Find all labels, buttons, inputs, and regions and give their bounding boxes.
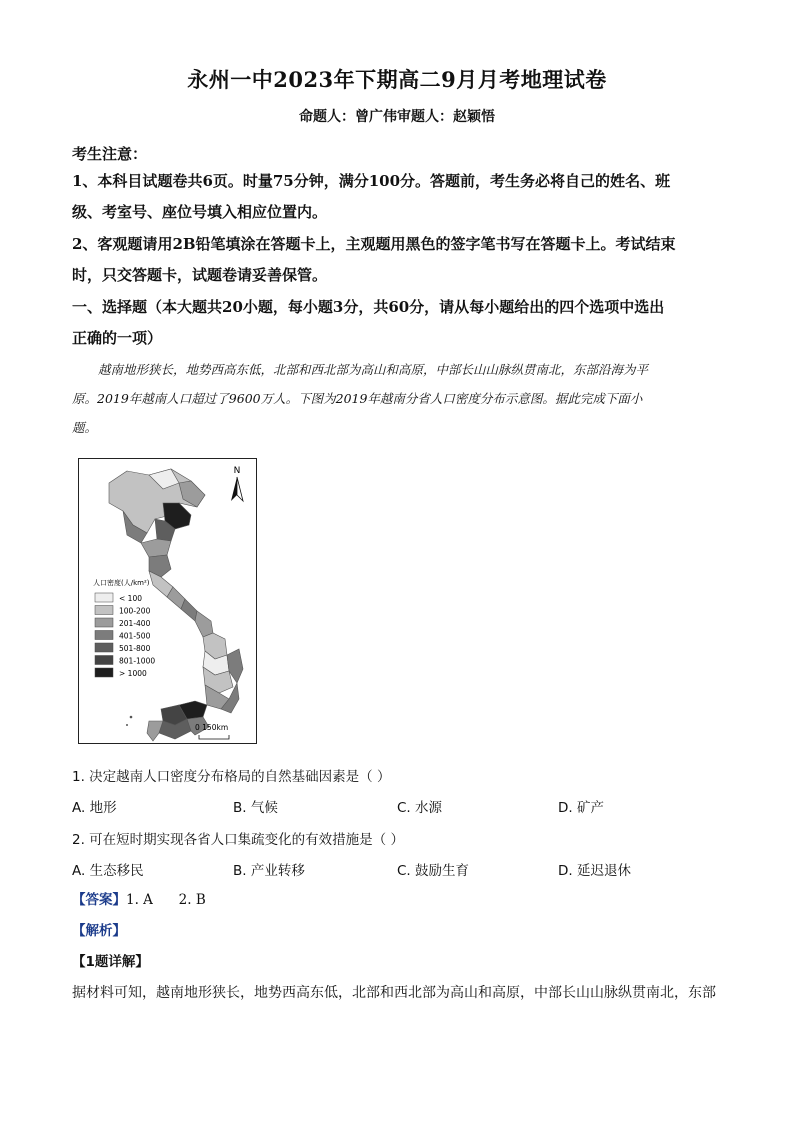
notice-item-1-line-2: 级、考室号、座位号填入相应位置内。 xyxy=(72,203,328,221)
scale-label: 0 150km xyxy=(195,723,229,732)
legend-swatch xyxy=(95,643,113,652)
vietnam-density-map xyxy=(78,458,257,744)
map-island-2 xyxy=(126,724,128,726)
map-island-1 xyxy=(130,716,133,719)
answer-line xyxy=(72,888,206,908)
scale-bar xyxy=(199,735,229,739)
question-2-option-a: A. 生态移民 xyxy=(72,863,144,879)
material-line-1: 越南地形狭长，地势西高东低，北部和西北部为高山和高原，中部长山山脉纵贯南北，东部沿海为平 xyxy=(98,362,649,377)
question-1-option-b: B. 气候 xyxy=(233,800,278,816)
section-heading-line-2: 正确的一项） xyxy=(72,329,163,347)
legend-label: 401-500 xyxy=(119,631,151,641)
notice-heading: 考生注意： xyxy=(72,145,148,163)
north-arrow-label: N xyxy=(233,466,241,476)
analysis-label: 【解析】 xyxy=(72,923,126,939)
map-legend xyxy=(95,593,155,678)
exam-title: 永州一中2023年下期高二9月月考地理试卷 xyxy=(187,67,607,92)
notice-item-2-line-2: 时，只交答题卡，试题卷请妥善保管。 xyxy=(72,266,328,284)
legend-label: 501-800 xyxy=(119,644,151,653)
answer-value: 1. A 2. B xyxy=(126,892,206,908)
legend-swatch xyxy=(95,618,113,627)
question-1-option-c: C. 水源 xyxy=(397,800,443,816)
legend-swatch xyxy=(95,606,113,615)
section-heading xyxy=(72,292,732,354)
legend-label: 801-1000 xyxy=(119,656,156,666)
legend-label: 100-200 xyxy=(119,606,151,616)
legend-swatch xyxy=(95,631,113,640)
legend-label: 201-400 xyxy=(119,619,151,628)
legend-swatch xyxy=(95,593,113,602)
question-2-stem: 2. 可在短时期实现各省人口集疏变化的有效措施是（ ） xyxy=(72,832,404,848)
north-arrow-icon xyxy=(231,466,243,501)
question-2-option-d: D. 延迟退休 xyxy=(558,863,631,879)
legend-swatch xyxy=(95,668,113,677)
answer-label: 【答案】 xyxy=(72,892,126,908)
notice-item-2 xyxy=(72,229,732,291)
legend-swatch xyxy=(95,656,113,665)
map-region-central-a xyxy=(181,599,197,621)
question-1-option-d: D. 矿产 xyxy=(558,800,604,816)
material-line-3: 题。 xyxy=(72,420,98,435)
question-1-stem: 1. 决定越南人口密度分布格局的自然基础因素是（ ） xyxy=(72,769,391,785)
exam-authors: 命题人：曾广伟审题人：赵颖悟 xyxy=(299,109,495,125)
notice-item-2-line-1: 2、客观题请用2B铅笔填涂在答题卡上，主观题用黑色的签字笔书写在答题卡上。考试结束 xyxy=(72,235,676,253)
legend-label: > 1000 xyxy=(119,669,147,678)
map-figure xyxy=(79,459,256,743)
notice-item-1 xyxy=(72,166,732,228)
detail-label: 【1题详解】 xyxy=(72,954,149,970)
question-1-option-a: A. 地形 xyxy=(72,800,117,816)
material-line-2: 原。2019年越南人口超过了9600万人。下图为2019年越南分省人口密度分布示意图。据此完成下面小 xyxy=(72,391,643,406)
legend-label: < 100 xyxy=(119,594,142,603)
notice-item-1-line-1: 1、本科目试题卷共6页。时量75分钟，满分100分。答题前，考生务必将自己的姓名、班 xyxy=(72,172,671,190)
question-2-option-c: C. 鼓励生育 xyxy=(397,863,470,879)
map-region-north-e xyxy=(141,539,171,557)
question-2-option-b: B. 产业转移 xyxy=(233,863,305,879)
detail-text: 据材料可知，越南地形狭长，地势西高东低，北部和西北部为高山和高原，中部长山山脉纵贯南北，东部 xyxy=(72,985,716,1001)
map-region-central-b xyxy=(195,611,213,637)
material-paragraph xyxy=(72,355,722,442)
section-heading-line-1: 一、选择题（本大题共20小题，每小题3分，共60分，请从每小题给出的四个选项中选出 xyxy=(72,298,665,316)
legend-title: 人口密度(人/km²) xyxy=(93,579,150,587)
